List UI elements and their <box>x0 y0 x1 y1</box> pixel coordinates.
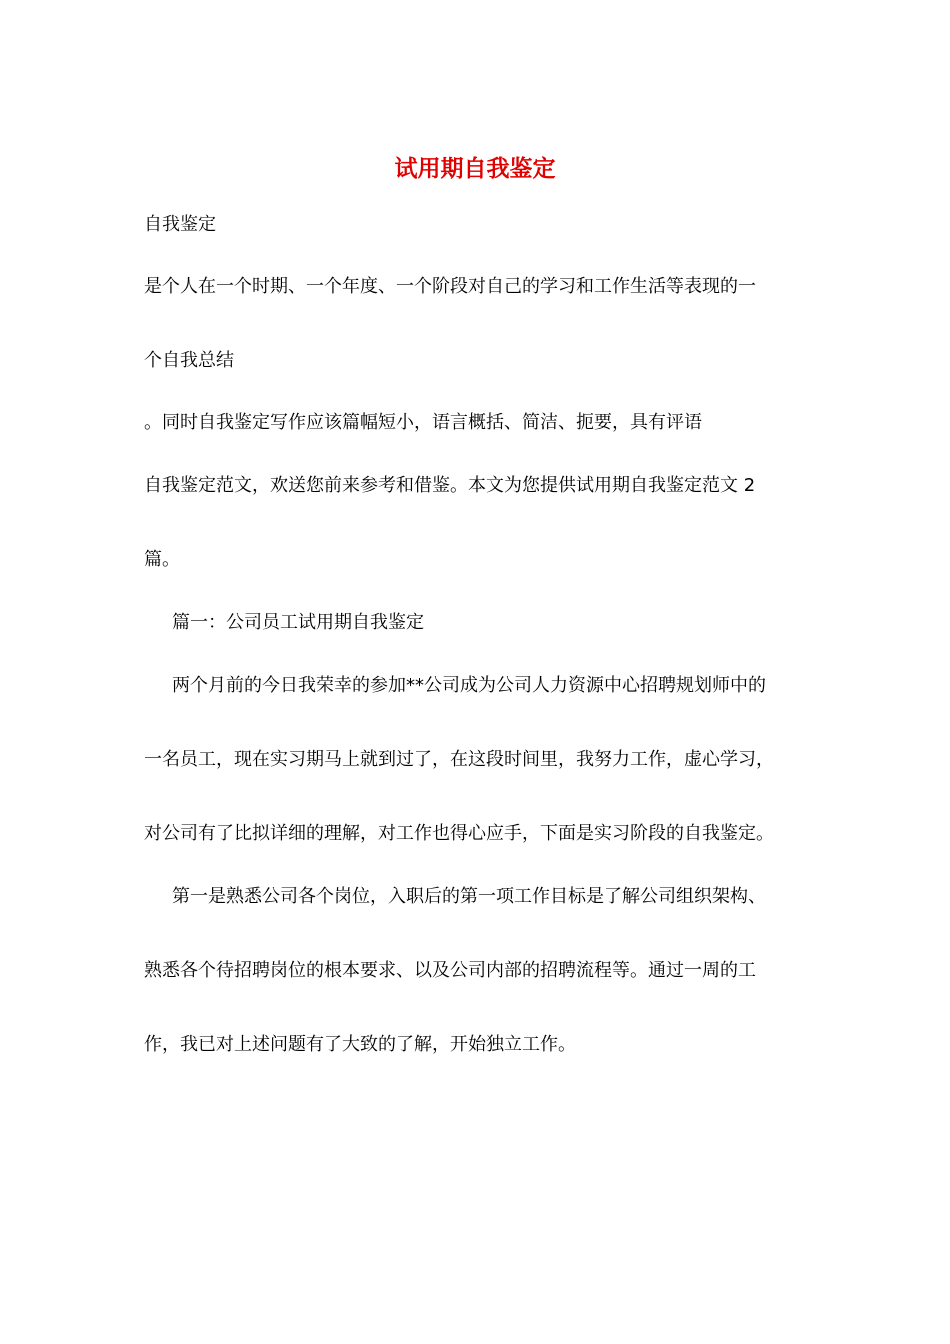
section-heading: 篇一：公司员工试用期自我鉴定 <box>172 612 424 633</box>
text-line: 是个人在一个时期、一个年度、一个阶段对自己的学习和工作生活等表现的一 <box>144 276 756 297</box>
text-line: 。同时自我鉴定写作应该篇幅短小，语言概括、简洁、扼要，具有评语 <box>144 412 702 433</box>
text-line: 篇。 <box>144 549 180 570</box>
text-line: 熟悉各个待招聘岗位的根本要求、以及公司内部的招聘流程等。通过一周的工 <box>144 960 756 981</box>
text-line: 一名员工，现在实习期马上就到过了，在这段时间里，我努力工作，虚心学习， <box>144 749 774 770</box>
text-line: 两个月前的今日我荣幸的参加**公司成为公司人力资源中心招聘规划师中的 <box>172 675 766 696</box>
text-line: 作，我已对上述问题有了大致的了解，开始独立工作。 <box>144 1034 576 1055</box>
text-line: 对公司有了比拟详细的理解，对工作也得心应手，下面是实习阶段的自我鉴定。 <box>144 823 774 844</box>
text-line: 自我鉴定范文，欢送您前来参考和借鉴。本文为您提供试用期自我鉴定范文 2 <box>144 475 756 496</box>
text-line: 第一是熟悉公司各个岗位，入职后的第一项工作目标是了解公司组织架构、 <box>172 886 766 907</box>
text-line: 自我鉴定 <box>144 214 216 235</box>
document-title: 试用期自我鉴定 <box>394 155 556 182</box>
text-line: 个自我总结 <box>144 350 234 371</box>
